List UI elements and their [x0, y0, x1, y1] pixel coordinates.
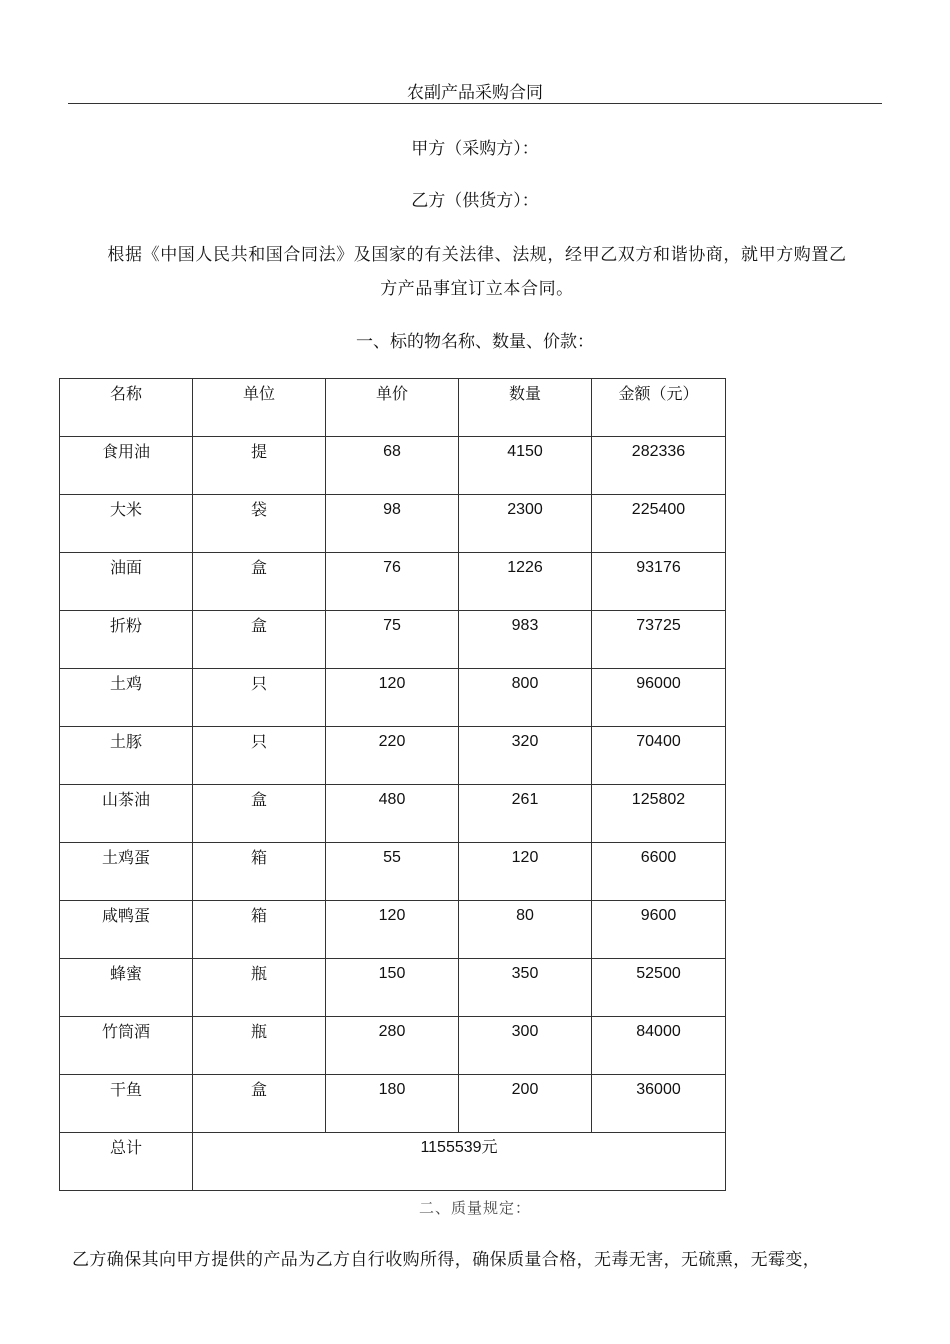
- table-row: [60, 1017, 726, 1075]
- cell-name: 食用油: [60, 437, 193, 495]
- cell-unit: 提: [193, 437, 326, 495]
- cell-unit: 只: [193, 727, 326, 785]
- cell-unit: 箱: [193, 901, 326, 959]
- cell-unit-price: 220: [326, 727, 459, 785]
- table-total-row: [60, 1133, 726, 1191]
- cell-unit-price: 76: [326, 553, 459, 611]
- cell-name: 竹筒酒: [60, 1017, 193, 1075]
- cell-amount: 282336: [592, 437, 726, 495]
- cell-unit-price: 120: [326, 669, 459, 727]
- cell-unit: 盒: [193, 553, 326, 611]
- cell-name: 折粉: [60, 611, 193, 669]
- cell-name: 咸鸭蛋: [60, 901, 193, 959]
- cell-name: 土鸡蛋: [60, 843, 193, 901]
- cell-name: 大米: [60, 495, 193, 553]
- cell-quantity: 80: [459, 901, 592, 959]
- cell-amount: 225400: [592, 495, 726, 553]
- cell-unit-price: 75: [326, 611, 459, 669]
- header-cell-name: 名称: [60, 379, 193, 437]
- cell-amount: 70400: [592, 727, 726, 785]
- cell-unit-price: 120: [326, 901, 459, 959]
- header-divider: [68, 103, 882, 104]
- table-row: [60, 843, 726, 901]
- cell-quantity: 120: [459, 843, 592, 901]
- cell-unit-price: 150: [326, 959, 459, 1017]
- section-2-heading: 二、质量规定：: [418, 1199, 531, 1217]
- cell-amount: 84000: [592, 1017, 726, 1075]
- cell-unit: 箱: [193, 843, 326, 901]
- party-a-line: 甲方（采购方）：: [411, 139, 539, 159]
- table-row: [60, 959, 726, 1017]
- cell-quantity: 320: [459, 727, 592, 785]
- cell-unit: 盒: [193, 785, 326, 843]
- cell-amount: 52500: [592, 959, 726, 1017]
- cell-unit-price: 55: [326, 843, 459, 901]
- goods-table: [59, 378, 726, 1191]
- cell-amount: 93176: [592, 553, 726, 611]
- table-row: [60, 611, 726, 669]
- cell-quantity: 350: [459, 959, 592, 1017]
- cell-quantity: 300: [459, 1017, 592, 1075]
- cell-unit: 盒: [193, 1075, 326, 1133]
- cell-quantity: 4150: [459, 437, 592, 495]
- cell-unit: 瓶: [193, 959, 326, 1017]
- table-row: [60, 553, 726, 611]
- cell-name: 山茶油: [60, 785, 193, 843]
- header-cell-unit-price: 单价: [326, 379, 459, 437]
- table-row: [60, 1075, 726, 1133]
- cell-unit: 只: [193, 669, 326, 727]
- cell-amount: 36000: [592, 1075, 726, 1133]
- intro-line-1: 根据《中国人民共和国合同法》及国家的有关法律、法规，经甲乙双方和谐协商，就甲方购置乙: [107, 245, 847, 265]
- total-value-cell: 1155539元: [193, 1133, 726, 1191]
- cell-quantity: 261: [459, 785, 592, 843]
- cell-quantity: 200: [459, 1075, 592, 1133]
- table-row: [60, 901, 726, 959]
- cell-unit-price: 180: [326, 1075, 459, 1133]
- cell-unit-price: 68: [326, 437, 459, 495]
- cell-quantity: 800: [459, 669, 592, 727]
- cell-amount: 125802: [592, 785, 726, 843]
- cell-name: 土豚: [60, 727, 193, 785]
- cell-unit-price: 280: [326, 1017, 459, 1075]
- cell-unit: 瓶: [193, 1017, 326, 1075]
- cell-amount: 96000: [592, 669, 726, 727]
- table-row: [60, 437, 726, 495]
- cell-amount: 9600: [592, 901, 726, 959]
- cell-amount: 73725: [592, 611, 726, 669]
- section-1-heading: 一、标的物名称、数量、价款：: [356, 332, 594, 352]
- cell-name: 干鱼: [60, 1075, 193, 1133]
- header-cell-amount: 金额（元）: [592, 379, 726, 437]
- cell-quantity: 2300: [459, 495, 592, 553]
- document-header-title: 农副产品采购合同: [407, 83, 543, 103]
- intro-paragraph: [68, 238, 886, 306]
- table-row: [60, 669, 726, 727]
- cell-unit-price: 480: [326, 785, 459, 843]
- cell-unit: 袋: [193, 495, 326, 553]
- cell-amount: 6600: [592, 843, 726, 901]
- quality-paragraph: 乙方确保其向甲方提供的产品为乙方自行收购所得，确保质量合格，无毒无害，无硫熏，无霉变，: [72, 1250, 821, 1270]
- header-cell-quantity: 数量: [459, 379, 592, 437]
- table-row: [60, 495, 726, 553]
- party-b-line: 乙方（供货方）：: [411, 191, 539, 211]
- cell-unit: 盒: [193, 611, 326, 669]
- cell-name: 蜂蜜: [60, 959, 193, 1017]
- table-header-row: [60, 379, 726, 437]
- table-row: [60, 727, 726, 785]
- header-cell-unit: 单位: [193, 379, 326, 437]
- cell-quantity: 983: [459, 611, 592, 669]
- cell-name: 油面: [60, 553, 193, 611]
- intro-line-2: 方产品事宜订立本合同。: [380, 279, 574, 299]
- cell-unit-price: 98: [326, 495, 459, 553]
- total-label-cell: 总计: [60, 1133, 193, 1191]
- cell-name: 土鸡: [60, 669, 193, 727]
- cell-quantity: 1226: [459, 553, 592, 611]
- table-row: [60, 785, 726, 843]
